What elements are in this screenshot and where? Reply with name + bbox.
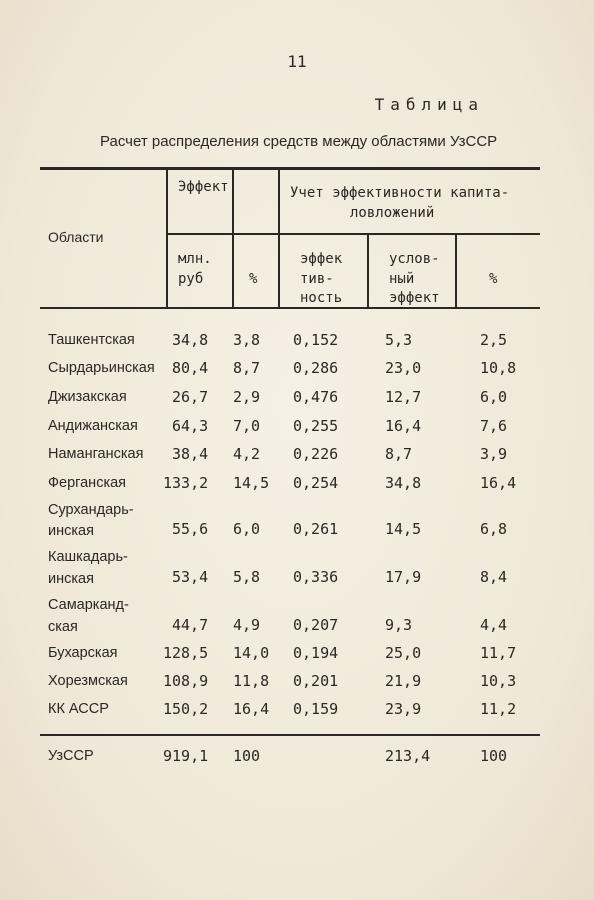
header-percent-2: % [489, 271, 498, 287]
region-name: КК АССР [48, 701, 109, 717]
efficiency-value: 0,261 [293, 520, 339, 538]
column-divider [166, 168, 168, 308]
conditional-value: 8,7 [385, 445, 413, 463]
percent-value: 7,0 [233, 417, 261, 435]
efficiency-value: 0,201 [293, 672, 339, 690]
mln-value: 53,4 [172, 568, 209, 586]
percent-value: 3,8 [233, 331, 261, 349]
efficiency-value: 0,476 [293, 388, 339, 406]
region-name-line1: Самарканд- [48, 597, 129, 613]
top-rule [40, 167, 540, 170]
conditional-value: 25,0 [385, 644, 422, 662]
efficiency-value: 0,336 [293, 568, 339, 586]
percent2-value: 10,3 [480, 672, 517, 690]
header-bottom-rule [40, 307, 540, 309]
header-capital-line2: ловложений [350, 205, 435, 221]
percent2-value: 10,8 [480, 359, 517, 377]
conditional-value: 9,3 [385, 616, 413, 634]
mln-value: 34,8 [172, 331, 209, 349]
conditional-value: 17,9 [385, 568, 422, 586]
percent-value: 8,7 [233, 359, 261, 377]
mln-value: 128,5 [163, 644, 209, 662]
column-divider [455, 234, 457, 308]
region-name: Бухарская [48, 645, 118, 661]
efficiency-value: 0,286 [293, 359, 339, 377]
mln-value: 26,7 [172, 388, 209, 406]
conditional-value: 16,4 [385, 417, 422, 435]
conditional-value: 23,0 [385, 359, 422, 377]
table-label: Таблица [374, 95, 484, 114]
conditional-value: 5,3 [385, 331, 413, 349]
header-conditional-line3: эффект [389, 290, 440, 306]
percent2-value: 4,4 [480, 616, 508, 634]
total-mln-value: 919,1 [163, 747, 209, 765]
header-mln-line2: руб [178, 271, 204, 287]
percent2-value: 3,9 [480, 445, 508, 463]
header-effect: Эффект [178, 179, 229, 195]
percent-value: 5,8 [233, 568, 261, 586]
percent2-value: 8,4 [480, 568, 508, 586]
header-efficiency-line3: ность [300, 290, 343, 306]
percent-value: 4,2 [233, 445, 261, 463]
header-percent: % [249, 271, 258, 287]
column-divider [278, 168, 280, 308]
efficiency-value: 0,255 [293, 417, 339, 435]
percent2-value: 2,5 [480, 331, 508, 349]
total-conditional-value: 213,4 [385, 747, 431, 765]
efficiency-value: 0,159 [293, 700, 339, 718]
region-name: Ташкентская [48, 332, 135, 348]
conditional-value: 34,8 [385, 474, 422, 492]
region-name: Андижанская [48, 418, 138, 434]
table-caption: Расчет распределения средств между областями УзССР [100, 133, 498, 150]
region-name: Сырдарьинская [48, 360, 155, 376]
region-name: Джизакская [48, 389, 127, 405]
percent-value: 16,4 [233, 700, 270, 718]
conditional-value: 21,9 [385, 672, 422, 690]
header-regions: Области [48, 229, 104, 245]
total-percent2-value: 100 [480, 747, 508, 765]
percent2-value: 6,8 [480, 520, 508, 538]
region-name-line1: Сурхандарь- [48, 502, 134, 518]
efficiency-value: 0,254 [293, 474, 339, 492]
efficiency-value: 0,207 [293, 616, 339, 634]
header-efficiency-line1: эффек [300, 251, 343, 267]
column-divider [232, 168, 234, 308]
conditional-value: 14,5 [385, 520, 422, 538]
header-capital-line1: Учет эффективности капита- [290, 185, 510, 201]
column-divider [367, 234, 369, 308]
total-region-name: УзССР [48, 748, 94, 764]
mln-value: 55,6 [172, 520, 209, 538]
percent-value: 6,0 [233, 520, 261, 538]
percent-value: 14,5 [233, 474, 270, 492]
header-efficiency-line2: тив- [300, 271, 334, 287]
percent2-value: 11,7 [480, 644, 517, 662]
efficiency-value: 0,226 [293, 445, 339, 463]
region-name: Хорезмская [48, 673, 128, 689]
header-conditional-line1: услов- [389, 251, 440, 267]
efficiency-value: 0,152 [293, 331, 339, 349]
efficiency-value: 0,194 [293, 644, 339, 662]
conditional-value: 12,7 [385, 388, 422, 406]
region-name: Ферганская [48, 475, 127, 491]
conditional-value: 23,9 [385, 700, 422, 718]
region-name-line2: инская [48, 571, 94, 587]
region-name-line1: Кашкадарь- [48, 549, 128, 565]
region-name: Наманганская [48, 446, 144, 462]
mln-value: 44,7 [172, 616, 209, 634]
percent-value: 11,8 [233, 672, 270, 690]
header-conditional-line2: ный [389, 271, 415, 287]
region-name-line2: ская [48, 619, 78, 635]
page-number: 11 [287, 52, 307, 71]
region-name-line2: инская [48, 523, 94, 539]
percent-value: 4,9 [233, 616, 261, 634]
mln-value: 133,2 [163, 474, 209, 492]
percent2-value: 6,0 [480, 388, 508, 406]
header-rule [166, 233, 540, 235]
percent-value: 14,0 [233, 644, 270, 662]
percent2-value: 16,4 [480, 474, 517, 492]
mln-value: 64,3 [172, 417, 209, 435]
total-percent-value: 100 [233, 747, 261, 765]
percent-value: 2,9 [233, 388, 261, 406]
mln-value: 108,9 [163, 672, 209, 690]
total-rule [40, 734, 540, 736]
mln-value: 150,2 [163, 700, 209, 718]
mln-value: 80,4 [172, 359, 209, 377]
percent2-value: 11,2 [480, 700, 517, 718]
header-mln-line1: млн. [178, 251, 212, 267]
percent2-value: 7,6 [480, 417, 508, 435]
mln-value: 38,4 [172, 445, 209, 463]
